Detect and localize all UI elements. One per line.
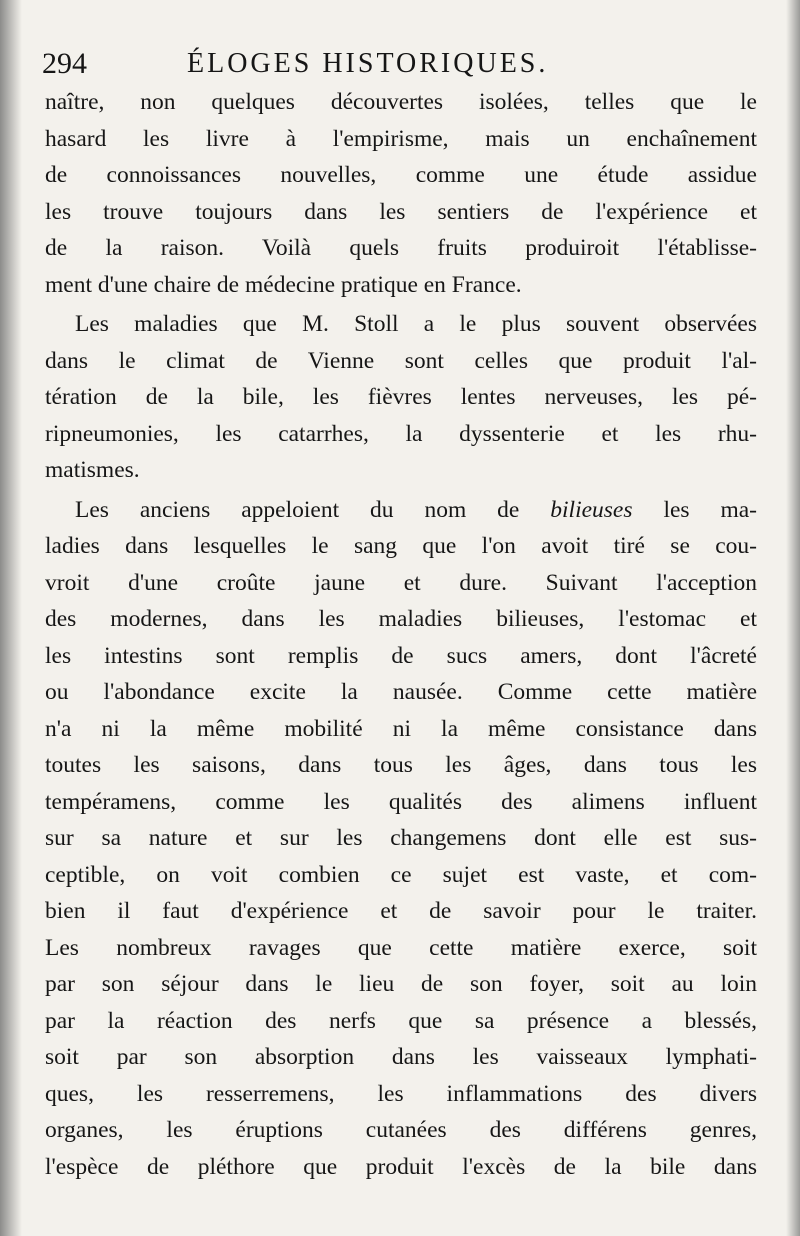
text-line: ladies dans lesquelles le sang que l'on avoit tiré se cou- <box>45 533 757 559</box>
text-line: l'espèce de pléthore que produit l'excès de la bile dans <box>45 1153 757 1180</box>
page-edge-shadow <box>786 0 800 1236</box>
body-text <box>45 84 757 1185</box>
text-line: soit par son absorption dans les vaisseaux lymphati- <box>45 1044 757 1070</box>
text-line: n'a ni la même mobilité ni la même consistance dans <box>45 715 757 742</box>
text-line: bien il faut d'expérience et de savoir pour le traiter. <box>45 898 757 924</box>
text-run: les ma- <box>663 496 757 523</box>
text-line: les intestins sont remplis de sucs amers, dont l'âcreté <box>45 642 757 669</box>
text-line: ques, les resserremens, les inflammations des divers <box>45 1080 757 1107</box>
text-line: tempéramens, comme les qualités des alimens influent <box>45 788 757 815</box>
text-line: de connoissances nouvelles, comme une étude assidue <box>45 162 757 188</box>
text-line <box>45 492 757 529</box>
text-line: ceptible, on voit combien ce sujet est vaste, et com- <box>45 861 757 888</box>
text-line: ou l'abondance excite la nausée. Comme cette matière <box>45 679 757 705</box>
paragraph <box>45 492 757 1186</box>
text-line: par la réaction des nerfs que sa présence a blessés, <box>45 1007 757 1034</box>
text-line: sur sa nature et sur les changemens dont elle est sus- <box>45 825 757 851</box>
text-line: hasard les livre à l'empirisme, mais un enchaînement <box>45 125 757 152</box>
page-number: 294 <box>42 47 87 80</box>
text-line: des modernes, dans les maladies bilieuses, l'estomac et <box>45 606 757 632</box>
text-line: par son séjour dans le lieu de son foyer, soit au loin <box>45 971 757 997</box>
text-line: vroit d'une croûte jaune et dure. Suivant l'acception <box>45 569 757 596</box>
text-line: tération de la bile, les fièvres lentes nerveuses, les pé- <box>45 384 757 410</box>
running-title: ÉLOGES HISTORIQUES. <box>187 48 549 79</box>
text-line: organes, les éruptions cutanées des différens genres, <box>45 1117 757 1143</box>
text-line: de la raison. Voilà quels fruits produiroit l'établisse- <box>45 235 757 261</box>
page-gutter-shadow <box>0 0 22 1236</box>
text-line: dans le climat de Vienne sont celles que produit l'al- <box>45 347 757 374</box>
text-line: naître, non quelques découvertes isolées, telles que le <box>45 89 757 115</box>
text-line: ment d'une chaire de médecine pratique en France. <box>45 271 522 298</box>
text-line: ripneumonies, les catarrhes, la dyssenterie et les rhu- <box>45 420 757 447</box>
running-header <box>42 44 757 84</box>
paragraph <box>45 306 757 489</box>
paragraph <box>45 84 757 303</box>
text-line: matismes. <box>45 457 140 483</box>
text-line: Les maladies que M. Stoll a le plus souvent observées <box>75 311 757 337</box>
text-line: les trouve toujours dans les sentiers de l'expérience et <box>45 198 757 225</box>
text-line: Les nombreux ravages que cette matière exerce, soit <box>45 934 757 961</box>
italic-term: bilieuses <box>550 496 633 523</box>
text-line: toutes les saisons, dans tous les âges, dans tous les <box>45 752 757 778</box>
text-run: Les anciens appeloient du nom de <box>75 496 520 523</box>
